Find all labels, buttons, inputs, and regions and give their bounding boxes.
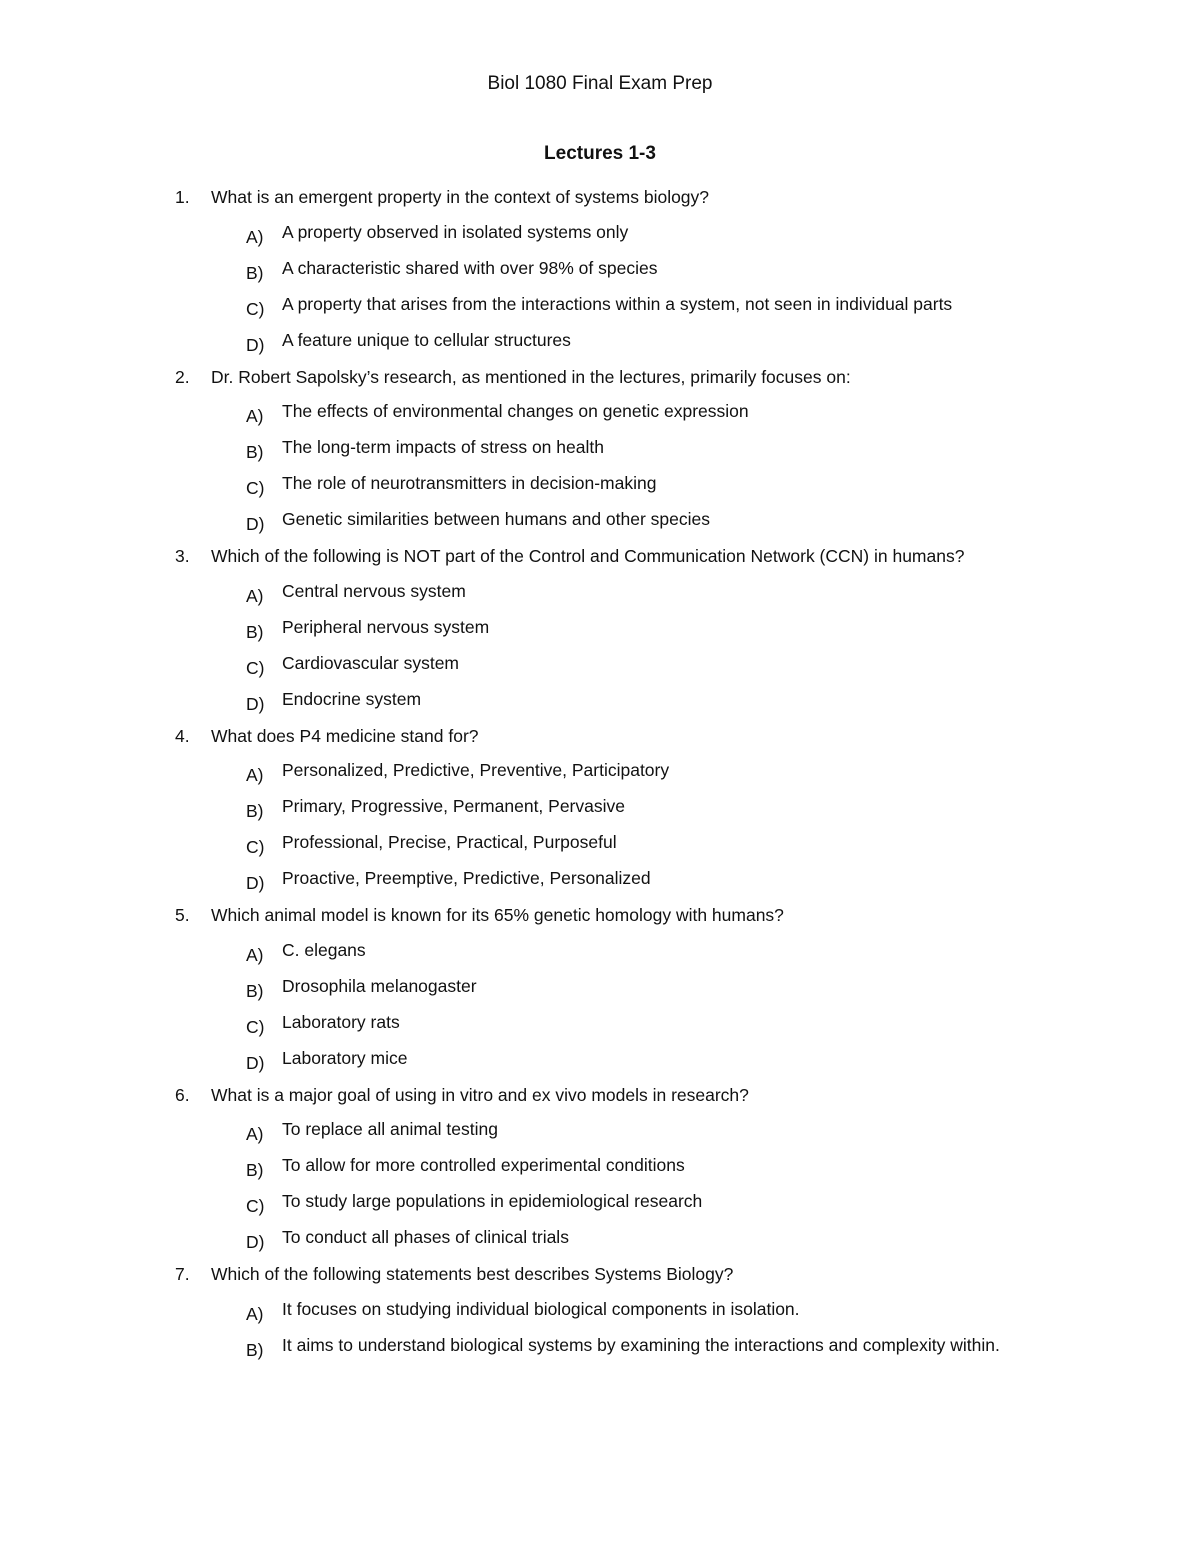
question — [0, 184, 1200, 364]
option-letter: B) — [246, 801, 264, 822]
option-text: A characteristic shared with over 98% of species — [282, 257, 658, 278]
question-number: 4. — [175, 725, 190, 746]
question-number: 1. — [175, 187, 190, 207]
option-list — [0, 938, 1200, 1082]
option-text: Primary, Progressive, Permanent, Pervasive — [282, 796, 625, 817]
question-text: Dr. Robert Sapolsky’s research, as mentioned in the lectures, primarily focuses on: — [211, 366, 851, 387]
option-text: The long-term impacts of stress on health — [282, 437, 604, 458]
option-list — [0, 1117, 1200, 1261]
question — [0, 543, 1200, 723]
option-text: A feature unique to cellular structures — [282, 329, 571, 350]
question — [0, 1261, 1200, 1369]
option-letter: A) — [246, 585, 264, 606]
option-letter: C) — [246, 298, 265, 319]
option-letter: C) — [246, 657, 265, 678]
option-letter: A) — [246, 765, 264, 786]
answer-option — [0, 507, 1200, 543]
answer-option — [0, 1333, 1200, 1369]
option-text: C. elegans — [282, 939, 366, 960]
option-text: A property that arises from the interactions within a system, not seen in individual parts — [282, 293, 953, 314]
option-list — [0, 220, 1200, 364]
option-text: The role of neurotransmitters in decision-making — [282, 473, 657, 494]
option-text: It aims to understand biological systems by examining the interactions and complexity within. — [282, 1334, 1000, 1355]
option-text: It focuses on studying individual biological components in isolation. — [282, 1298, 800, 1319]
question-text: Which of the following is NOT part of the Control and Communication Network (CCN) in humans? — [211, 546, 965, 567]
option-letter: A) — [246, 1124, 264, 1145]
question-text: Which animal model is known for its 65% genetic homology with humans? — [211, 905, 784, 926]
question-text: Which of the following statements best describes Systems Biology? — [211, 1264, 734, 1285]
question-number: 5. — [175, 905, 190, 926]
option-list — [0, 579, 1200, 723]
option-text: To allow for more controlled experimental conditions — [282, 1155, 685, 1176]
question-text: What is an emergent property in the context of systems biology? — [211, 187, 710, 207]
option-text: Professional, Precise, Practical, Purposeful — [282, 832, 617, 853]
option-letter: A) — [246, 406, 264, 427]
option-letter: C) — [246, 1196, 265, 1217]
option-list — [0, 1297, 1200, 1369]
document-title: Biol 1080 Final Exam Prep — [487, 73, 713, 94]
option-text: Laboratory rats — [282, 1011, 400, 1032]
option-letter: C) — [246, 837, 265, 858]
question-number: 2. — [175, 366, 190, 387]
answer-option — [0, 328, 1200, 364]
option-letter: C) — [246, 478, 265, 499]
option-text: Proactive, Preemptive, Predictive, Personalized — [282, 868, 651, 889]
option-letter: A) — [246, 226, 264, 247]
option-text: Laboratory mice — [282, 1047, 408, 1068]
option-text: To study large populations in epidemiological research — [282, 1191, 703, 1212]
option-text: To conduct all phases of clinical trials — [282, 1227, 569, 1248]
option-letter: B) — [246, 621, 264, 642]
option-text: A property observed in isolated systems only — [282, 221, 629, 242]
option-text: To replace all animal testing — [282, 1119, 498, 1140]
option-letter: D) — [246, 873, 265, 894]
option-letter: D) — [246, 514, 265, 535]
option-text: Endocrine system — [282, 688, 422, 709]
option-letter: A) — [246, 1303, 264, 1324]
option-letter: C) — [246, 1016, 265, 1037]
option-list — [0, 399, 1200, 543]
section-heading: Lectures 1-3 — [544, 143, 656, 164]
question-number: 6. — [175, 1084, 190, 1105]
answer-option — [0, 866, 1200, 902]
option-letter: B) — [246, 1160, 264, 1181]
option-letter: D) — [246, 1052, 265, 1073]
option-letter: D) — [246, 1232, 265, 1253]
question-number: 3. — [175, 546, 190, 567]
option-letter: B) — [246, 1339, 264, 1360]
option-text: Drosophila melanogaster — [282, 975, 477, 996]
option-letter: B) — [246, 442, 264, 463]
option-text: Personalized, Predictive, Preventive, Participatory — [282, 760, 670, 781]
question — [0, 723, 1200, 903]
question-list — [0, 184, 1200, 1369]
option-letter: B) — [246, 980, 264, 1001]
question-text: What is a major goal of using in vitro and ex vivo models in research? — [211, 1084, 749, 1105]
option-letter: B) — [246, 262, 264, 283]
question — [0, 902, 1200, 1082]
question-text: What does P4 medicine stand for? — [211, 725, 479, 746]
option-list — [0, 758, 1200, 902]
option-text: Peripheral nervous system — [282, 616, 490, 637]
option-letter: D) — [246, 334, 265, 355]
answer-option — [0, 1046, 1200, 1082]
question-number: 7. — [175, 1264, 190, 1285]
option-text: The effects of environmental changes on genetic expression — [282, 401, 749, 422]
option-text: Genetic similarities between humans and other species — [282, 509, 710, 530]
question — [0, 1082, 1200, 1262]
option-letter: D) — [246, 693, 265, 714]
answer-option — [0, 687, 1200, 723]
option-text: Cardiovascular system — [282, 652, 459, 673]
option-text: Central nervous system — [282, 580, 466, 601]
question — [0, 364, 1200, 544]
option-letter: A) — [246, 944, 264, 965]
answer-option — [0, 1225, 1200, 1261]
